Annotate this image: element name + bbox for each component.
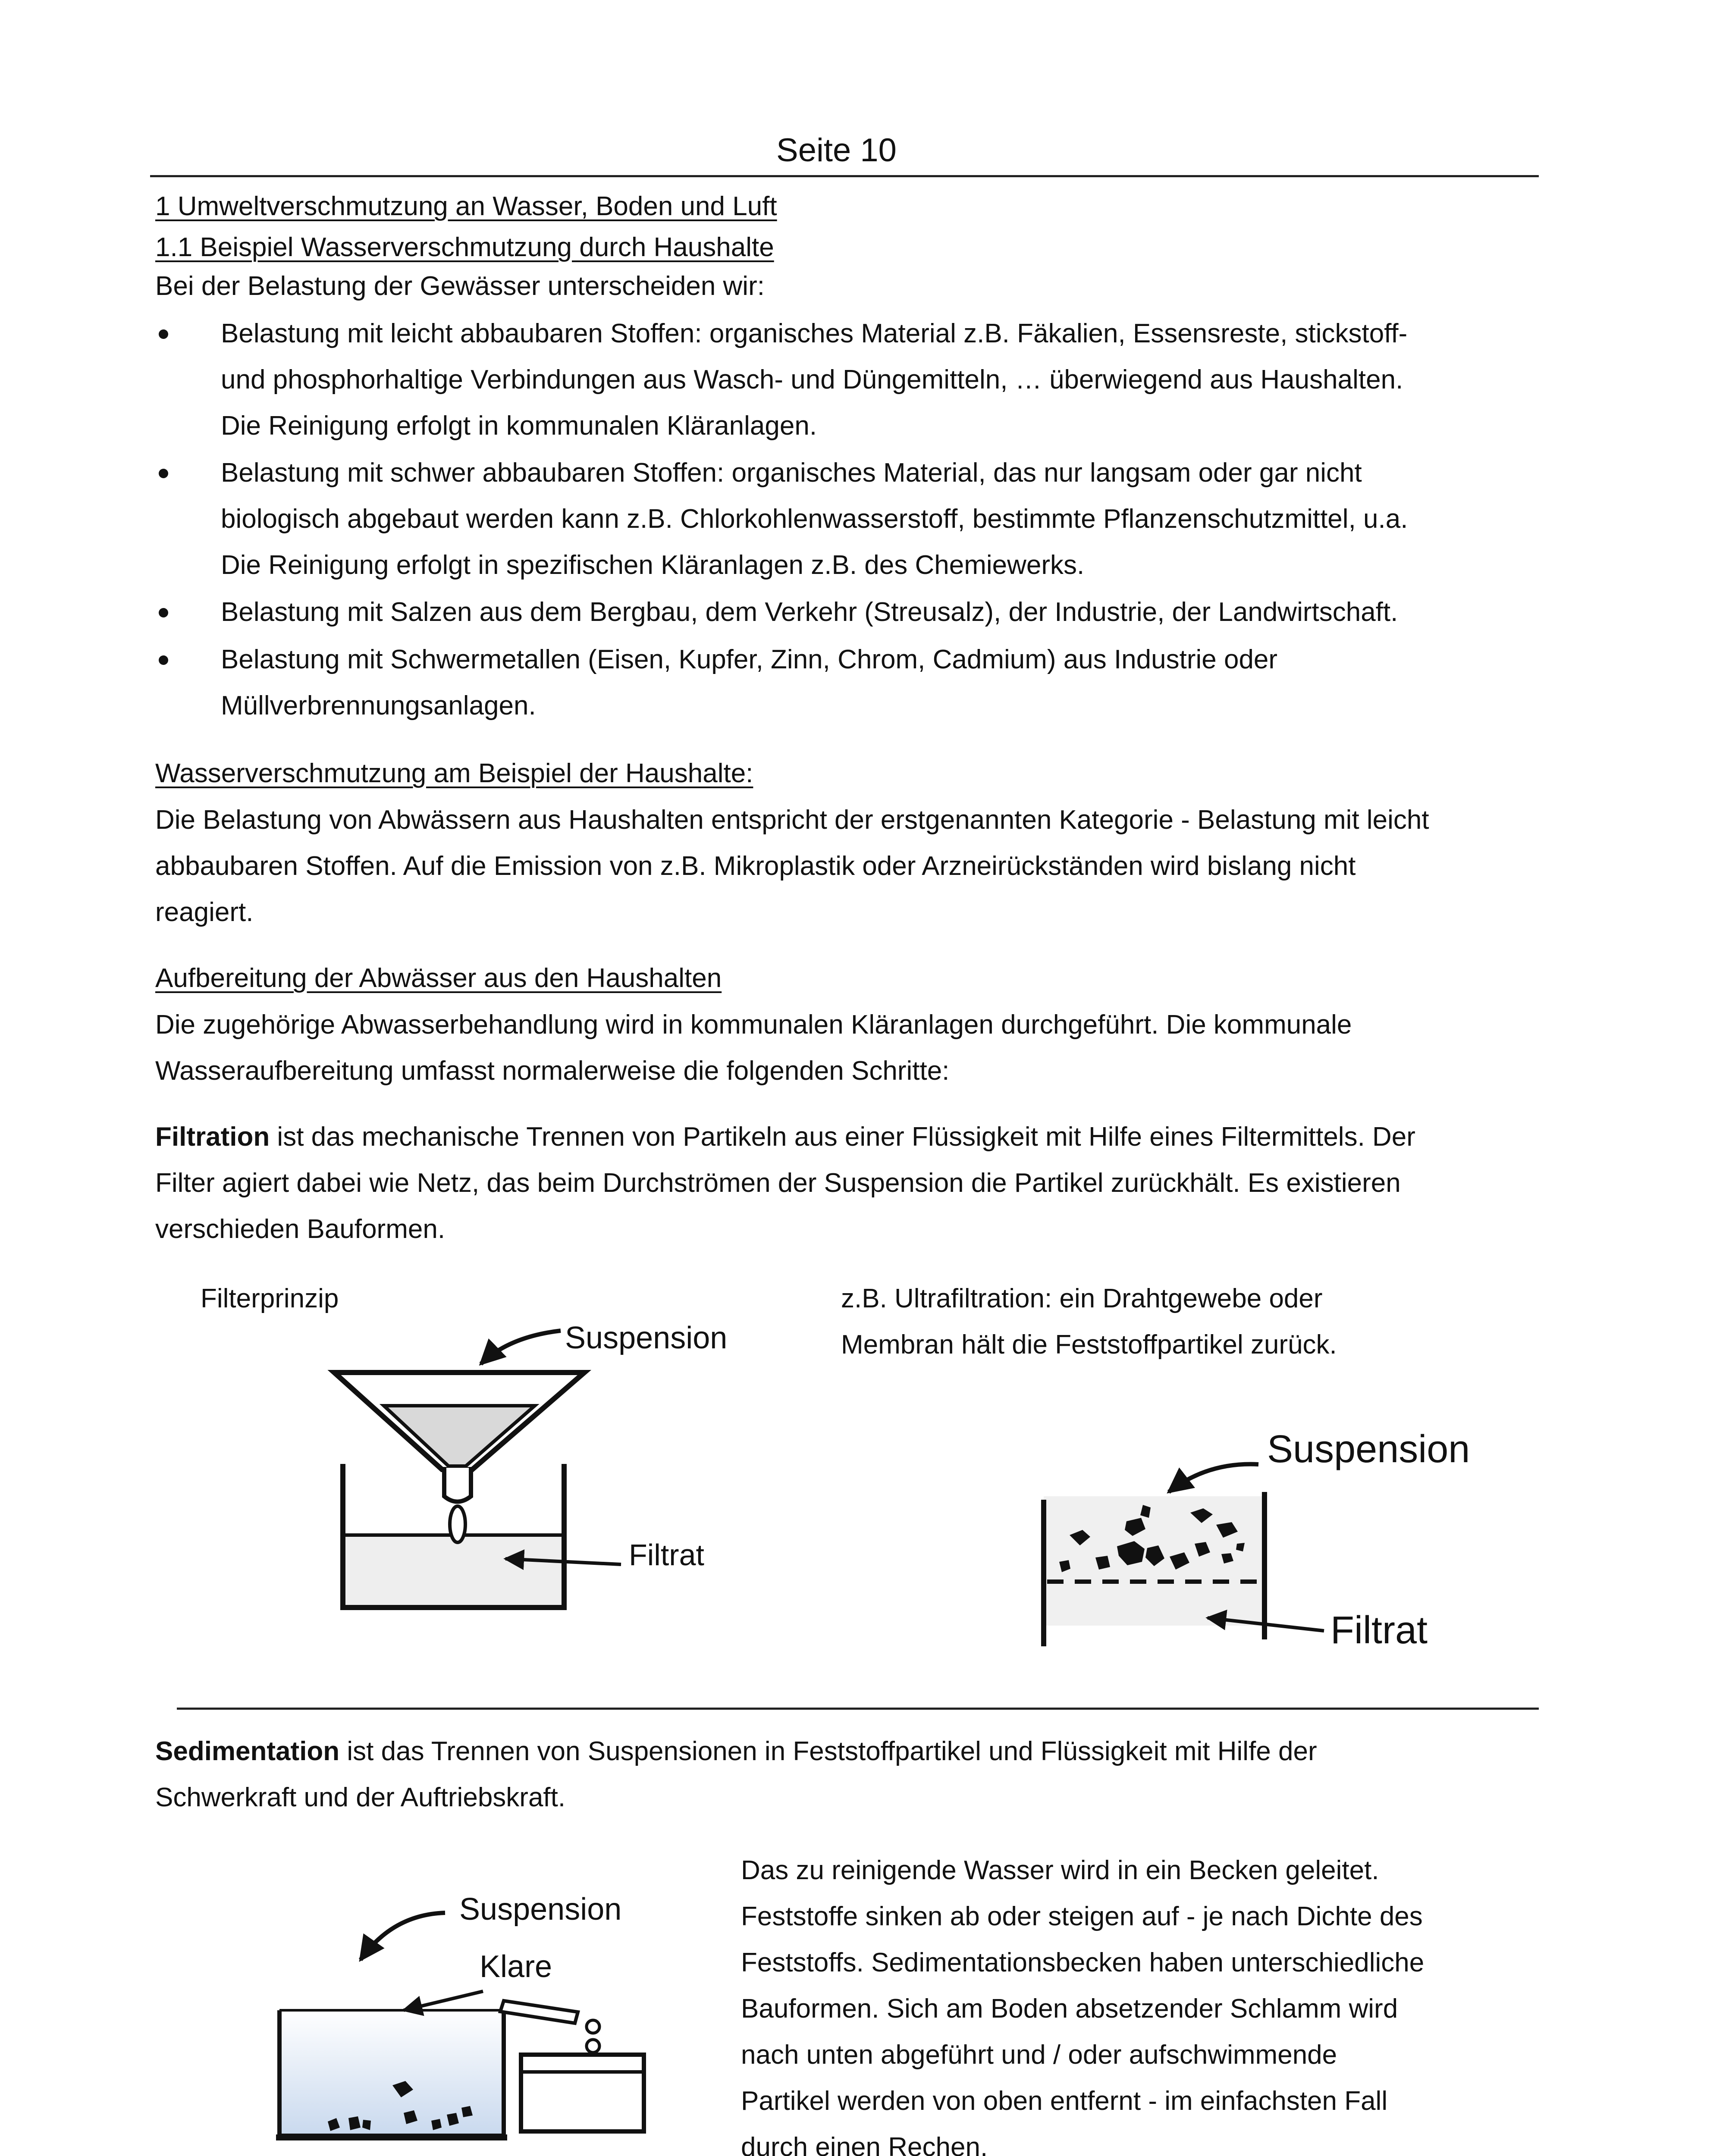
- households-line: reagiert.: [155, 897, 254, 927]
- sedimentation-description-line: Partikel werden von oben entfernt - im einfachsten Fall: [741, 2086, 1388, 2116]
- ultrafiltration-caption: z.B. Ultrafiltration: ein Drahtgewebe oder: [841, 1284, 1323, 1313]
- treatment-line: Wasseraufbereitung umfasst normalerweise die folgenden Schritte:: [155, 1056, 950, 1086]
- basin-water: [279, 2009, 504, 2136]
- bullet-line: Belastung mit Salzen aus dem Bergbau, dem Verkehr (Streusalz), der Industrie, der Landwirtschaft.: [221, 597, 1398, 627]
- sedimentation-description-line: durch einen Rechen.: [741, 2132, 988, 2156]
- households-line: Die Belastung von Abwässern aus Haushalten entspricht der erstgenannten Kategorie - Belastung mit leicht: [155, 805, 1429, 835]
- bullet-line: Die Reinigung erfolgt in kommunalen Kläranlagen.: [221, 411, 817, 441]
- suspension-arrow: [361, 1913, 445, 1960]
- page-number: Seite 10: [776, 132, 897, 169]
- ultrafiltration-caption: Membran hält die Feststoffpartikel zurück.: [841, 1330, 1337, 1360]
- label-filtrat: Filtrat: [629, 1538, 704, 1572]
- sedimentation-term: Sedimentation: [155, 1736, 340, 1766]
- sedimentation-description-line: Bauformen. Sich am Boden absetzender Schlamm wird: [741, 1994, 1398, 2024]
- sedimentation-description-line: nach unten abgeführt und / oder aufschwimmende: [741, 2040, 1337, 2070]
- filtration-line-rest: ist das mechanische Trennen von Partikeln aus einer Flüssigkeit mit Hilfe eines Filtermittels. Der: [270, 1122, 1415, 1152]
- intro-text: Bei der Belastung der Gewässer unterscheiden wir:: [155, 271, 765, 301]
- sedimentation-description-line: Feststoffs. Sedimentationsbecken haben unterschiedliche: [741, 1948, 1425, 1977]
- label-suspension: Suspension: [459, 1892, 622, 1927]
- sedimentation-line: Schwerkraft und der Auftriebskraft.: [155, 1783, 566, 1812]
- bullet-line: biologisch abgebaut werden kann z.B. Chlorkohlenwasserstoff, bestimmte Pflanzenschutzmittel, u.a.: [221, 504, 1408, 534]
- treatment-line: Die zugehörige Abwasserbehandlung wird in kommunalen Kläranlagen durchgeführt. Die kommunale: [155, 1010, 1352, 1040]
- bullet-line: Belastung mit leicht abbaubaren Stoffen: organisches Material z.B. Fäkalien, Essensreste, stickstoff-: [221, 319, 1408, 348]
- heading-1-1: 1.1 Beispiel Wasserverschmutzung durch Haushalte: [155, 232, 774, 262]
- households-line: abbaubaren Stoffen. Auf die Emission von z.B. Mikroplastik oder Arzneirückständen wird bislang nicht: [155, 851, 1356, 881]
- heading-1: 1 Umweltverschmutzung an Wasser, Boden und Luft: [155, 191, 777, 221]
- treatment-heading: Aufbereitung der Abwässer aus den Haushalten: [155, 963, 722, 993]
- bullet-line: und phosphorhaltige Verbindungen aus Wasch- und Düngemitteln, … überwiegend aus Haushalten.: [221, 365, 1403, 395]
- filtration-line: Filter agiert dabei wie Netz, das beim Durchströmen der Suspension die Partikel zurückhält. Es existieren: [155, 1168, 1401, 1198]
- klare-arrow: [404, 1991, 483, 2010]
- sedimentation-description-line: Das zu reinigende Wasser wird in ein Becken geleitet.: [741, 1855, 1379, 1885]
- bullet-line: Die Reinigung erfolgt in spezifischen Kläranlagen z.B. des Chemiewerks.: [221, 550, 1085, 580]
- households-heading: Wasserverschmutzung am Beispiel der Haushalte:: [155, 758, 753, 788]
- sedimentation-description-line: Feststoffe sinken ab oder steigen auf - je nach Dichte des: [741, 1902, 1423, 1931]
- droplet: [587, 2020, 599, 2033]
- droplet: [587, 2040, 599, 2053]
- bullet-line: Müllverbrennungsanlagen.: [221, 691, 536, 721]
- filtration-term: Filtration: [155, 1122, 270, 1152]
- label-suspension: Suspension: [565, 1321, 728, 1355]
- bullet-line: Belastung mit schwer abbaubaren Stoffen: organisches Material, das nur langsam oder gar nicht: [221, 458, 1362, 488]
- label-klare: Klare: [480, 1949, 552, 1984]
- figure-caption-filterprinzip: Filterprinzip: [201, 1284, 339, 1313]
- bullet-line: Belastung mit Schwermetallen (Eisen, Kupfer, Zinn, Chrom, Cadmium) aus Industrie oder: [221, 645, 1278, 674]
- overflow-pipe: [500, 2001, 578, 2023]
- sedimentation-line-rest: ist das Trennen von Suspensionen in Feststoffpartikel und Flüssigkeit mit Hilfe der: [339, 1736, 1317, 1766]
- label-filtrat: Filtrat: [1330, 1609, 1428, 1652]
- label-suspension: Suspension: [1267, 1428, 1470, 1471]
- filtration-line: verschieden Bauformen.: [155, 1214, 446, 1244]
- collection-tank: [521, 2055, 644, 2131]
